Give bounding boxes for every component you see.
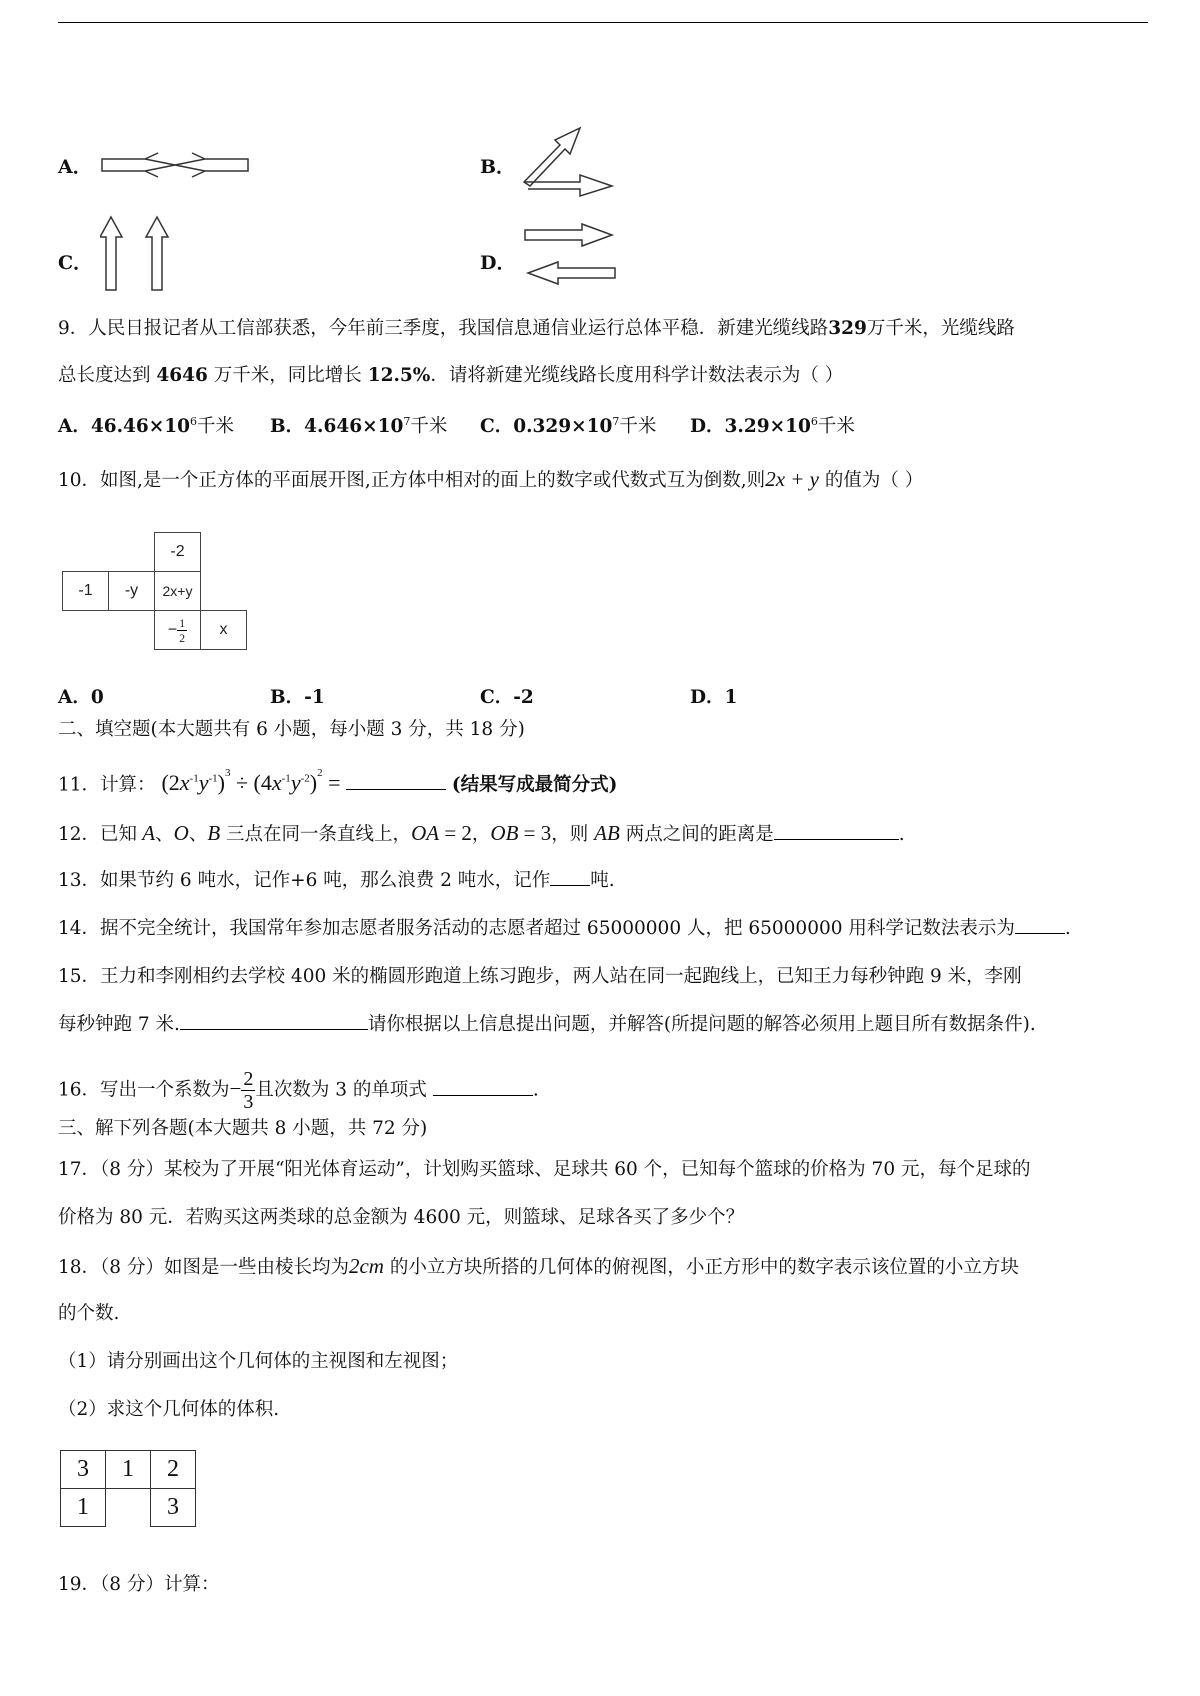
net-empty [109,611,155,650]
q9-option-a-value: 46.46×10 [90,416,191,437]
q15-text-2a: 每秒钟跑 7 米. [58,1014,180,1035]
net-empty [201,572,247,611]
q12-text-b: 三点在同一条直线上， [226,824,412,845]
q10-line [58,466,923,494]
q11-note: (结果写成最简分式) [451,774,618,796]
q9-option-b-label: B． [270,416,305,437]
q9-option-d-unit: 千米 [817,416,855,437]
q11-line [58,766,617,798]
q18-line-2: 的个数. [58,1303,120,1324]
q8-figure-c [100,215,180,295]
q9-option-d-exp: 6 [810,414,818,428]
q15-line-2 [58,1012,1036,1038]
q10-text: 10．如图,是一个正方体的平面展开图,正方体中相对的面上的数字或代数式互为倒数,则 [58,470,766,491]
grid-cell: 3 [151,1489,196,1527]
net-face-right: x [201,611,247,650]
q16-text-a: 16．写出一个系数为 [58,1079,230,1101]
q8-option-d-label: D． [480,252,516,274]
header-rule [58,22,1148,23]
net-face-center: 2x+y [155,572,201,611]
q13-text: 13．如果节约 6 吨水，记作+6 吨，那么浪费 2 吨水，记作 [58,870,551,891]
q8-figure-d [520,222,620,292]
q12-end: . [898,824,905,845]
q9-option-d-value: 3.29×10 [724,416,811,437]
q12-text-d: 两点之间的距离是 [625,824,774,845]
q9-num-329: 329 [828,318,867,339]
q12-oa: OA [411,821,440,845]
q9-text-2b: 万千米，同比增长 [213,365,362,386]
net-face-left2: -y [109,572,155,611]
grid-cell: 2 [151,1451,196,1489]
q16-end: . [532,1079,539,1101]
q9-option-d-label: D． [690,416,725,437]
q18-text-1a: 18．（8 分）如图是一些由棱长均为 [58,1257,349,1278]
q9-text-1: 9．人民日报记者从工信部获悉，今年前三季度，我国信息通信业运行总体平稳．新建光缆线路 [58,318,829,339]
q9-option-c-label: C． [480,416,514,437]
q9-option-b-exp: 7 [403,414,411,428]
q9-pct: 12.5% [367,365,431,386]
q16-fraction [241,1068,255,1113]
q18-sub-2: （2）求这个几何体的体积. [58,1399,280,1420]
q13-end: 吨. [590,870,615,891]
q15-text-2b: 请你根据以上信息提出问题，并解答(所提问题的解答必须用上题目所有数据条件). [367,1014,1036,1035]
q10-tail: 的值为（ ） [824,470,924,491]
q9-option-b [270,412,447,438]
q9-option-a [58,412,234,438]
net-face-left1: -1 [63,572,109,611]
q12-points: A [137,821,156,845]
net-empty [63,611,109,650]
q9-text-2c: ．请将新建光缆线路长度用科学计数法表示为（ ） [430,365,844,386]
net-bottom-sign: − [167,621,178,639]
q11-answer-blank[interactable] [346,789,446,790]
q12-text-c: ，则 [551,824,589,845]
q13-answer-blank[interactable] [550,885,590,886]
grid-cell-empty [106,1489,151,1527]
q9-option-c [480,412,656,438]
q19-line: 19．（8 分）计算： [58,1574,220,1595]
q9-option-d [690,412,855,438]
q12-ob: OB [490,821,519,845]
q16-num: 2 [243,1068,254,1090]
q9-num-4646: 4646 [156,365,208,386]
q10-option-b: B．-1 [270,687,325,708]
net-bottom-den: 2 [179,630,186,645]
q10-option-d: D．1 [690,687,738,708]
net-bottom-frac [177,616,187,645]
q18-unit: 2cm [348,1254,384,1278]
section-2-heading: 二、填空题(本大题共有 6 小题，每小题 3 分，共 18 分) [58,719,525,740]
q17-line-2: 价格为 80 元．若购买这两类球的总金额为 4600 元，则篮球、足球各买了多少个？ [58,1207,745,1228]
q8-figure-b [520,120,620,200]
q12-answer-blank[interactable] [774,839,899,840]
q8-option-a-label: A． [58,156,92,178]
q10-expr: 2x + y [765,467,819,491]
q9-option-a-exp: 6 [190,414,198,428]
q13-line [58,868,615,894]
net-face-bottom [155,611,201,650]
q9-option-a-unit: 千米 [197,416,235,437]
net-empty [201,533,247,572]
net-empty [109,533,155,572]
q9-line-2 [58,363,843,389]
net-empty [63,533,109,572]
q18-top-view-grid [60,1450,196,1527]
q15-answer-blank[interactable] [180,1029,368,1030]
q16-answer-blank[interactable] [433,1095,533,1096]
q14-answer-blank[interactable] [1015,933,1065,934]
q11-expression: $(2x^{-1}y^{-1})^3 \div (4x^{-1}y^{-2})^2$ = [161,767,346,796]
q16-den: 3 [243,1091,254,1113]
net-bottom-num: 1 [179,615,186,630]
q15-line-1: 15．王力和李刚相约去学校 400 米的椭圆形跑道上练习跑步，两人站在同一起跑线上，已知王力每秒钟跑 9 米，李刚 [58,966,1022,987]
q18-text-1b: 的小立方块所搭的几何体的俯视图，小正方形中的数字表示该位置的小立方块 [389,1257,1019,1278]
q8-figure-a [100,150,250,180]
q11-label: 11．计算： [58,774,156,796]
q10-option-a: A．0 [58,687,104,708]
q18-sub-1: （1）请分别画出这个几何体的主视图和左视图； [58,1351,459,1372]
q18-line-1 [58,1253,1019,1281]
q9-option-c-value: 0.329×10 [513,416,613,437]
q9-option-c-unit: 千米 [619,416,657,437]
q14-end: . [1064,918,1071,939]
q8-option-c-label: C． [58,252,93,274]
q17-line-1: 17．（8 分）某校为了开展“阳光体育运动”，计划购买篮球、足球共 60 个，已知每个篮球的价格为 70 元，每个足球的 [58,1159,1031,1180]
q9-text-1-tail: 万千米，光缆线路 [866,318,1015,339]
q14-text: 14．据不完全统计，我国常年参加志愿者服务活动的志愿者超过 65000000 人，把 65000000 用科学记数法表示为 [58,918,1015,939]
net-face-top: -2 [155,533,201,572]
grid-cell: 3 [61,1451,106,1489]
q9-option-a-label: A． [58,416,91,437]
q16-line: 16．写出一个系数为− $\frac{2}{3}$ 且次数为 3 的单项式 . [58,1068,539,1113]
q9-text-2a: 总长度达到 [58,365,151,386]
q12-line: 12．已知 A、O、B 三点在同一条直线上，OA = 2，OB = 3，则 AB 两点之间的距离是 . [58,821,905,845]
section-3-heading: 三、解下列各题(本大题共 8 小题，共 72 分) [58,1118,428,1139]
q9-line-1 [58,316,1015,342]
q9-option-b-unit: 千米 [410,416,448,437]
q14-line [58,916,1071,942]
q8-option-b-label: B． [480,156,516,178]
q12-text-a: 12．已知 [58,824,138,845]
grid-cell: 1 [61,1489,106,1527]
cube-net [62,532,247,650]
q10-option-c: C．-2 [480,687,534,708]
q9-option-b-value: 4.646×10 [304,416,404,437]
q16-text-b: 且次数为 3 的单项式 [255,1079,427,1101]
grid-cell: 1 [106,1451,151,1489]
q9-option-c-exp: 7 [612,414,620,428]
